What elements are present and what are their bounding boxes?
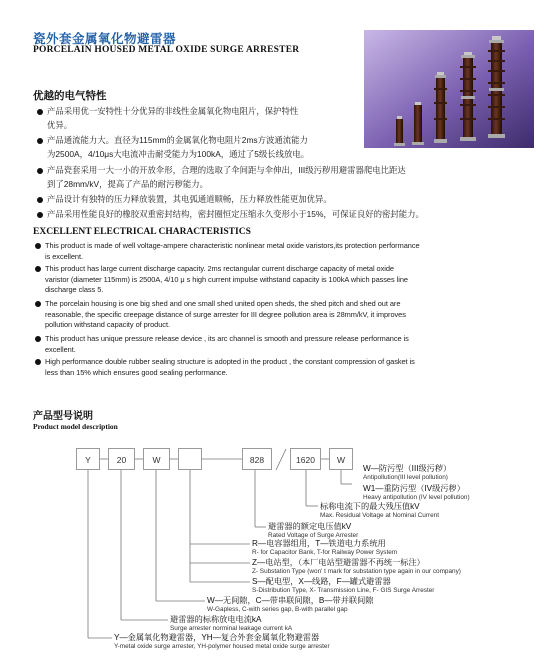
features-en-bullet-2: This product has large current discharge capacity. 2ms rectangular current discharge capacity of metal oxide varistor (diameter 115mm) is 2500A, 4/10 μ s high current impulse withstand capacity is 100kA which passes line discharge class 5. (45, 264, 535, 296)
features-cn-bullet-2: 产品通流能力大。直径为115mm的金属氧化物电阻片2ms方波通流能力 为2500A，4/10μs大电流冲击耐受能力为100kA，通过了5级长线放电。 (47, 134, 347, 161)
model-box-pollution: W (329, 448, 353, 470)
model-box-type: Y (76, 448, 100, 470)
annotation-discharge-current: 避雷器的标称放电电流kA Surge arrester norminal leakage current kA (170, 615, 293, 632)
annotation-residual-voltage: 标称电流下的最大残压值kV Max. Residual Voltage at Nominal Current (320, 502, 439, 519)
annotation-pollution-w1: W1—重防污型（IV级污秽） Heavy antipollution (IV level pollution) (363, 484, 470, 501)
model-box-current: 20 (108, 448, 135, 470)
annotation-rated-voltage: 避雷器的额定电压值kV Rated Voltage of Surge Arrester (268, 522, 359, 539)
annotation-pollution-w: W—防污型（III级污秽） Antipollution(III level pollution) (363, 464, 452, 481)
annotation-distribution: S—配电型，X—线路，F—罐式避雷器 S-Distribution Type, X- Transmission Line, F- GIS Surge Arrester (252, 577, 435, 594)
features-cn-bullet-3: 产品瓷套采用一大一小的开放伞形，合理的选取了伞间距与伞伸出，III级污秽用避雷器爬电比距达 到了28mm/kV，提高了产品的耐污秽能力。 (47, 164, 537, 191)
page-title-cn: 瓷外套金属氧化物避雷器 (33, 32, 177, 46)
features-cn-heading: 优越的电气特性 (33, 90, 107, 102)
features-cn-bullet-5: 产品采用性能良好的橡胶双重密封结构，密封圈恒定压缩永久变形小于15%，可保证良好的密封能力。 (47, 208, 537, 222)
model-heading-en: Product model description (33, 422, 118, 431)
annotation-gap-type: W—无间隙，C—带串联间隙，B—带并联间隙 W-Gapless, C-with series gap, B-with parallel gap (207, 596, 374, 613)
features-en-bullet-4: This product has unique pressure release device , its arc channel is smooth and pressure release performance is excellent. (45, 334, 535, 355)
model-heading-cn: 产品型号说明 (33, 411, 93, 422)
annotation-substation: Z—电站型，（本厂电站型避雷器不再统一标注） Z- Substation Type (won' t mark for substation type again in our company) (252, 558, 461, 575)
page-title-en: PORCELAIN HOUSED METAL OXIDE SURGE ARRESTER (33, 45, 300, 55)
model-box-rated-voltage: 828 (242, 448, 272, 470)
annotation-capacitor-railway: R—电容器组用，T—铁道电力系统用 R- for Capacitor Bank, T-for Railway Power System (252, 539, 398, 556)
model-box-application (178, 448, 202, 470)
features-en-bullet-5: High performance double rubber sealing structure is adopted in the product , the constant compression of gasket is less than 15% which ensures good sealing performance. (45, 357, 535, 378)
features-cn-bullet-1: 产品采用优一安特性十分优异的非线性金属氧化物电阻片，保护特性 优异。 (47, 105, 337, 132)
features-en-heading: EXCELLENT ELECTRICAL CHARACTERISTICS (33, 227, 251, 237)
features-en-bullet-1: This product is made of well voltage-ampere characteristic nonlinear metal oxide varistors,its protection performance is excellent. (45, 241, 535, 262)
model-box-residual-voltage: 1620 (290, 448, 321, 470)
annotation-arrester-type: Y—金属氧化物避雷器，YH—复合外套金属氧化物避雷器 Y-metal oxide surge arrester, YH-polymer housed metal oxide surge arrester (114, 633, 330, 650)
model-box-gap: W (143, 448, 170, 470)
features-en-bullet-3: The porcelain housing is one big shed and one small shed united open sheds, the shed pitch and shed out are reasonable, the specific creepage distance of surge arrester for III degree pollution area is 28mm/kV, it improves pollution withstand capacity of product. (45, 299, 535, 331)
features-cn-bullet-4: 产品设计有独特的压力释放装置，其电弧通道顺畅，压力释放性能更加优异。 (47, 193, 537, 207)
